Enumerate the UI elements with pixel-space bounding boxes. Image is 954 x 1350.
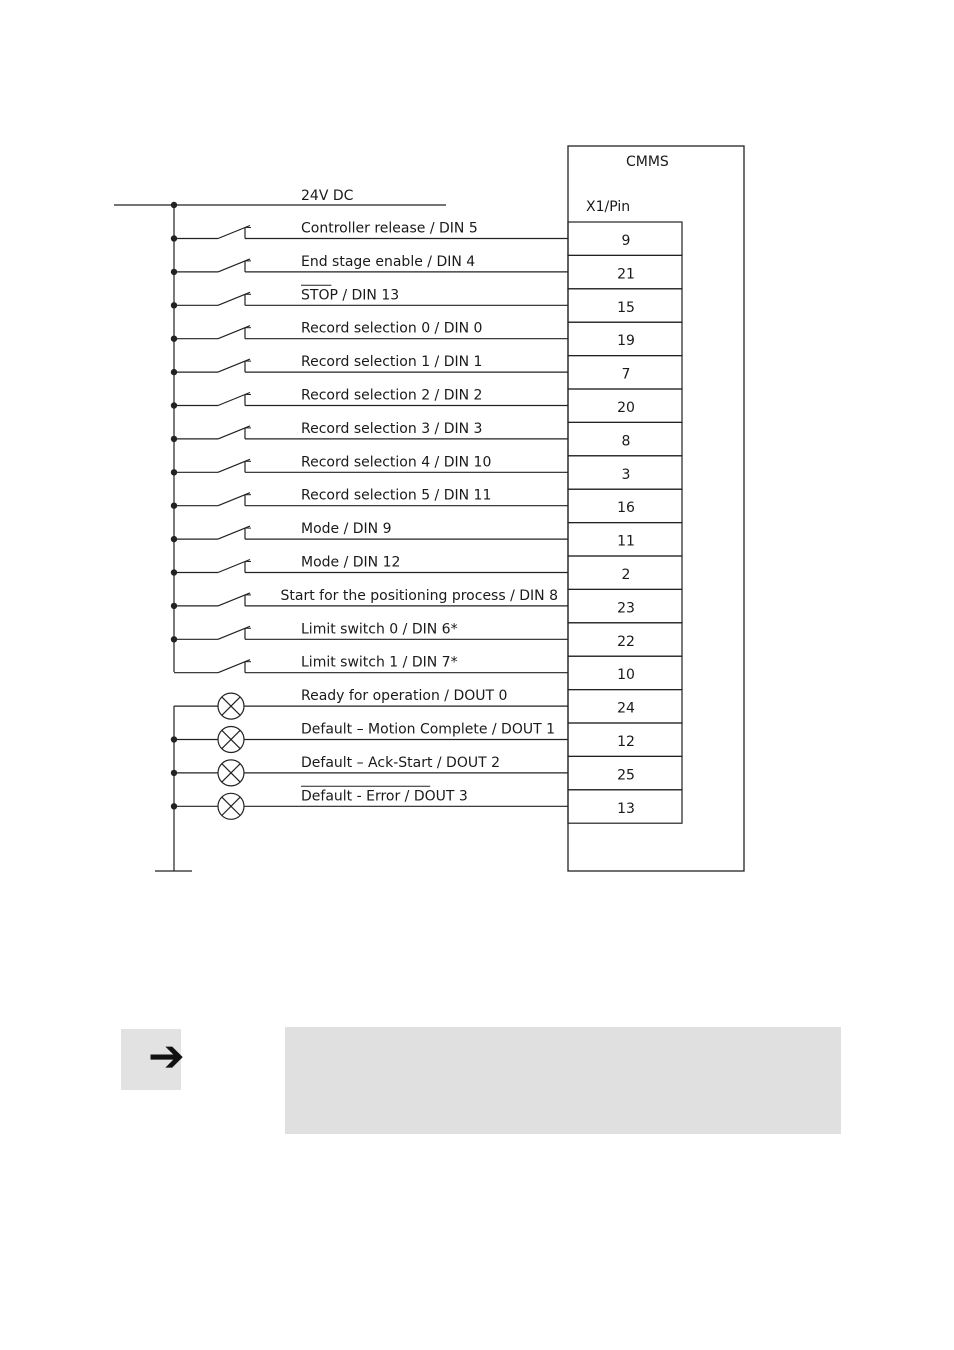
pin-number: 8: [621, 433, 631, 450]
signal-label: STOP / DIN 13: [301, 287, 400, 304]
pin-number: 13: [617, 800, 635, 817]
pin-number: 10: [617, 667, 635, 684]
device-name: CMMS: [626, 154, 669, 170]
pin-number: 25: [617, 767, 635, 784]
supply-label: 24V DC: [301, 188, 354, 204]
signal-label: Default - Error / DOUT 3: [301, 788, 468, 805]
pin-number: 22: [617, 633, 635, 650]
output-row: [171, 755, 682, 790]
input-row: [171, 621, 682, 656]
input-row: [171, 221, 682, 256]
input-row: [171, 254, 682, 289]
input-row: [171, 354, 682, 389]
pin-number: 2: [621, 567, 631, 583]
signal-label: Limit switch 0 / DIN 6*: [301, 621, 458, 638]
signal-label: Record selection 2 / DIN 2: [301, 387, 483, 404]
input-row: [171, 555, 682, 590]
pin-number: 23: [617, 600, 635, 617]
signal-label: Mode / DIN 12: [301, 554, 401, 571]
input-row: [174, 655, 682, 690]
pin-number: 12: [617, 734, 635, 750]
signal-label: Default – Motion Complete / DOUT 1: [301, 721, 556, 738]
pin-number: 24: [617, 700, 635, 717]
output-row: [171, 786, 682, 823]
pin-number: 19: [617, 333, 635, 350]
note-box: [285, 1027, 841, 1134]
input-row: [171, 521, 682, 556]
input-row: [171, 321, 682, 356]
signal-label: Limit switch 1 / DIN 7*: [301, 654, 458, 671]
pin-number: 21: [617, 266, 635, 283]
pin-number: 20: [617, 400, 635, 416]
signal-label: End stage enable / DIN 4: [301, 253, 476, 270]
signal-label: Record selection 4 / DIN 10: [301, 454, 492, 471]
signal-label: Record selection 0 / DIN 0: [301, 320, 483, 337]
input-row: [171, 488, 682, 523]
pin-number: 11: [617, 533, 635, 550]
pin-number: 15: [617, 299, 635, 316]
pin-number: 9: [621, 233, 631, 249]
connector-label: X1/Pin: [586, 199, 631, 215]
signal-label: Record selection 5 / DIN 11: [301, 487, 492, 504]
signal-label: Record selection 1 / DIN 1: [301, 354, 483, 371]
signal-label: Record selection 3 / DIN 3: [301, 420, 483, 437]
device-box: [568, 146, 744, 871]
input-row: [171, 454, 682, 489]
pin-number: 16: [617, 500, 635, 517]
signal-label: Mode / DIN 9: [301, 521, 392, 538]
pin-number: 7: [621, 366, 631, 383]
supply-junction: [171, 202, 177, 208]
input-row: [171, 421, 682, 456]
signal-label: Controller release / DIN 5: [301, 220, 478, 237]
input-row: [171, 388, 682, 423]
input-row: [171, 285, 682, 322]
signal-label: Default – Ack-Start / DOUT 2: [301, 754, 501, 771]
signal-label: Ready for operation / DOUT 0: [301, 688, 508, 705]
arrow-right-icon: ➔: [148, 1031, 185, 1082]
pin-number: 3: [621, 466, 631, 483]
signal-label: Start for the positioning process / DIN 8: [280, 587, 558, 604]
output-row: [171, 722, 682, 757]
input-row: [171, 588, 682, 623]
output-row: [174, 688, 682, 723]
